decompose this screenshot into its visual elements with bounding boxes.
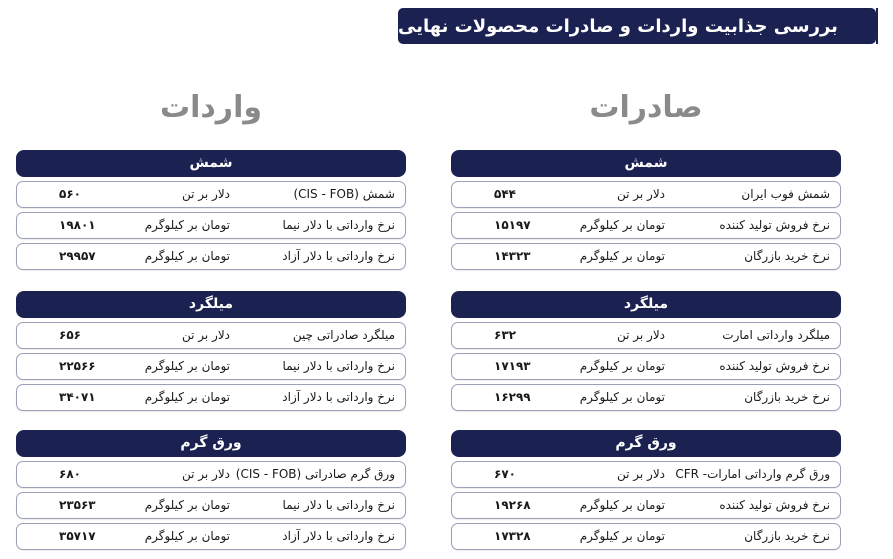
exports-group — [451, 430, 841, 550]
row-value: ۱۴۳۲۳ — [494, 249, 531, 263]
row-unit: تومان بر کیلوگرم — [579, 498, 665, 512]
row-label: نرخ فروش تولید کننده — [719, 498, 830, 512]
imports-group — [16, 430, 406, 550]
table-row — [451, 353, 841, 380]
row-label: شمش (CIS - FOB) — [293, 187, 395, 201]
table-row — [16, 322, 406, 349]
row-unit: دلار بر تن — [616, 187, 665, 201]
imports-group — [16, 150, 406, 270]
row-unit: دلار بر تن — [616, 328, 665, 342]
row-label: میلگرد صادراتی چین — [292, 328, 395, 342]
row-unit: تومان بر کیلوگرم — [579, 249, 665, 263]
row-label: نرخ وارداتی با دلار نیما — [282, 359, 395, 373]
row-value: ۱۹۲۶۸ — [494, 498, 531, 512]
table-row — [451, 212, 841, 239]
row-value: ۳۴۰۷۱ — [59, 390, 96, 404]
table-row — [451, 523, 841, 550]
page-title: بررسی جذابیت واردات و صادرات محصولات نهایی — [398, 15, 838, 37]
table-row — [16, 384, 406, 411]
row-value: ۲۳۵۶۳ — [59, 498, 96, 512]
table-row — [16, 353, 406, 380]
row-label: نرخ فروش تولید کننده — [719, 359, 830, 373]
table-row — [16, 523, 406, 550]
table-row — [451, 384, 841, 411]
row-value: ۲۹۹۵۷ — [59, 249, 96, 263]
row-unit: دلار بر تن — [181, 187, 230, 201]
row-label: نرخ وارداتی با دلار نیما — [282, 498, 395, 512]
row-label: نرخ وارداتی با دلار آزاد — [282, 249, 395, 263]
row-unit: تومان بر کیلوگرم — [144, 390, 230, 404]
imports-heading: واردات — [159, 90, 263, 125]
row-label: نرخ وارداتی با دلار نیما — [282, 218, 395, 232]
table-row — [16, 461, 406, 488]
row-unit: تومان بر کیلوگرم — [144, 249, 230, 263]
page-title-banner — [398, 8, 876, 44]
table-row — [451, 181, 841, 208]
row-value: ۶۷۰ — [494, 467, 516, 481]
row-unit: تومان بر کیلوگرم — [579, 218, 665, 232]
row-value: ۱۷۱۹۳ — [494, 359, 531, 373]
row-label: میلگرد وارداتی امارت — [722, 328, 830, 342]
row-label: نرخ خرید بازرگان — [744, 529, 830, 543]
row-label: ورق گرم وارداتی امارات- CFR — [675, 467, 830, 481]
row-value: ۶۳۲ — [494, 328, 516, 342]
row-label: نرخ فروش تولید کننده — [719, 218, 830, 232]
table-row — [16, 492, 406, 519]
row-label: نرخ خرید بازرگان — [744, 249, 830, 263]
row-label: نرخ وارداتی با دلار آزاد — [282, 390, 395, 404]
group-header: ورق گرم — [451, 430, 841, 457]
row-unit: تومان بر کیلوگرم — [144, 218, 230, 232]
row-unit: تومان بر کیلوگرم — [579, 390, 665, 404]
group-header: شمش — [451, 150, 841, 177]
row-value: ۶۸۰ — [59, 467, 81, 481]
row-unit: دلار بر تن — [181, 328, 230, 342]
row-value: ۱۹۸۰۱ — [59, 218, 96, 232]
imports-group — [16, 291, 406, 411]
row-label: نرخ خرید بازرگان — [744, 390, 830, 404]
row-value: ۵۶۰ — [59, 187, 81, 201]
row-value: ۵۴۴ — [494, 187, 516, 201]
table-row — [451, 243, 841, 270]
row-unit: تومان بر کیلوگرم — [579, 359, 665, 373]
group-header: میلگرد — [451, 291, 841, 318]
row-value: ۱۶۲۹۹ — [494, 390, 531, 404]
row-unit: تومان بر کیلوگرم — [144, 529, 230, 543]
group-header: شمش — [16, 150, 406, 177]
row-value: ۱۷۳۲۸ — [494, 529, 531, 543]
row-unit: دلار بر تن — [181, 467, 230, 481]
table-row — [451, 492, 841, 519]
row-value: ۶۵۶ — [59, 328, 81, 342]
row-value: ۲۲۵۶۶ — [59, 359, 96, 373]
row-label: شمش فوب ایران — [741, 187, 830, 201]
exports-group — [451, 150, 841, 270]
row-value: ۳۵۷۱۷ — [59, 529, 96, 543]
group-header: ورق گرم — [16, 430, 406, 457]
table-row — [16, 212, 406, 239]
row-value: ۱۵۱۹۷ — [494, 218, 531, 232]
group-header: میلگرد — [16, 291, 406, 318]
row-label: نرخ وارداتی با دلار آزاد — [282, 529, 395, 543]
row-unit: دلار بر تن — [616, 467, 665, 481]
row-unit: تومان بر کیلوگرم — [144, 498, 230, 512]
table-row — [16, 181, 406, 208]
table-row — [16, 243, 406, 270]
table-row — [451, 461, 841, 488]
exports-group — [451, 291, 841, 411]
table-row — [451, 322, 841, 349]
title-accent-line — [876, 8, 878, 44]
exports-heading: صادرات — [589, 90, 703, 125]
row-unit: تومان بر کیلوگرم — [144, 359, 230, 373]
row-label: ورق گرم صادراتی (CIS - FOB) — [235, 467, 395, 481]
row-unit: تومان بر کیلوگرم — [579, 529, 665, 543]
